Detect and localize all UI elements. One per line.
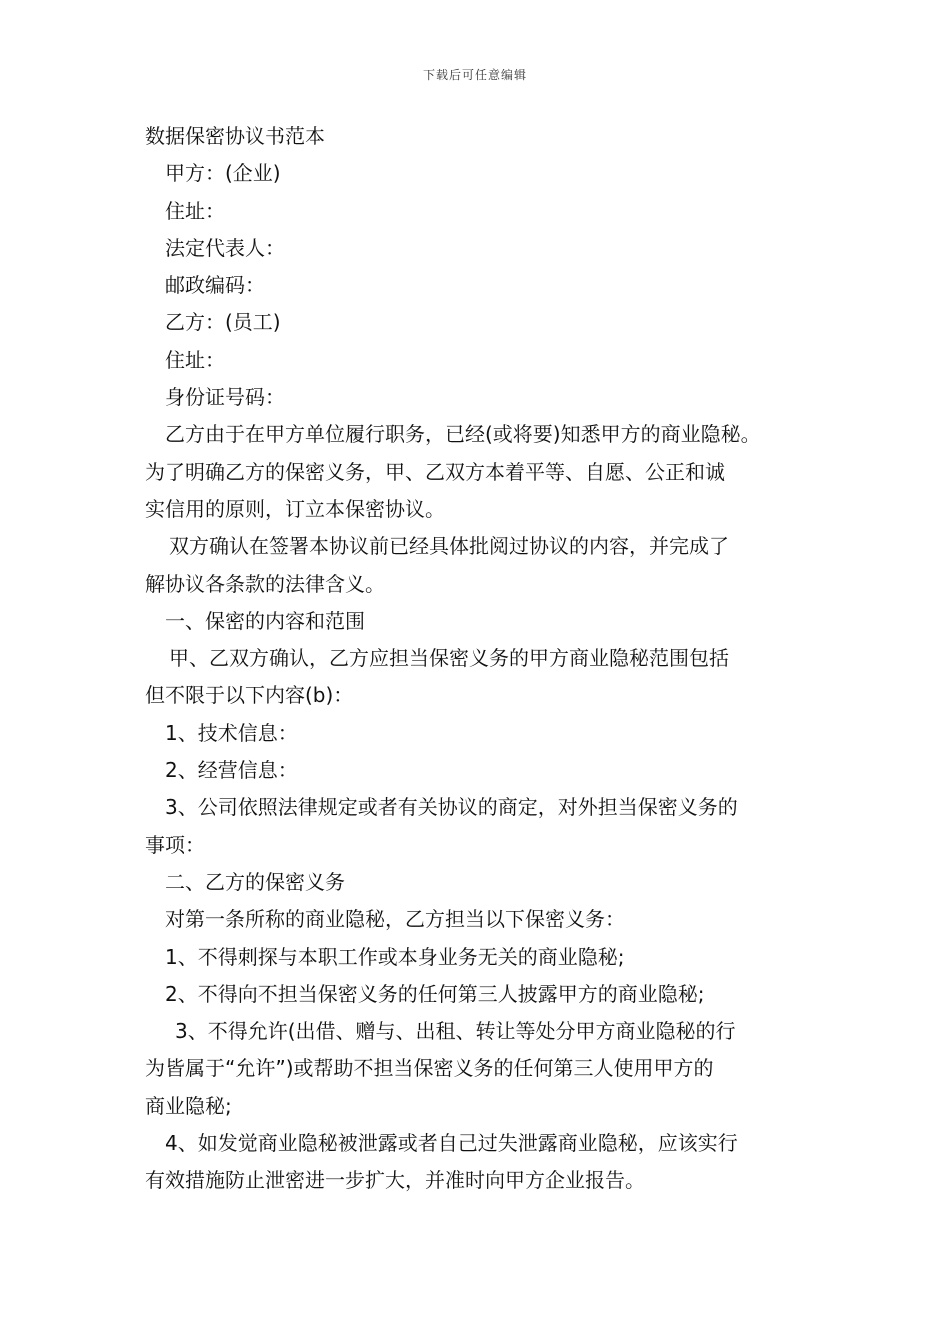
- paragraph-line: 但不限于以下内容(b)：: [145, 683, 354, 708]
- id-number-line: 身份证号码：: [165, 385, 285, 410]
- list-item: 2、经营信息：: [165, 758, 298, 783]
- list-item: 3、公司依照法律规定或者有关协议的商定，对外担当保密义务的: [165, 795, 738, 820]
- party-b-line: 乙方：(员工): [165, 310, 281, 335]
- paragraph-line: 实信用的原则，订立本保密协议。: [145, 496, 445, 521]
- header-note: 下载后可任意编辑: [422, 68, 527, 82]
- postal-code-line: 邮政编码：: [165, 273, 265, 298]
- paragraph-line: 为了明确乙方的保密义务，甲、乙双方本着平等、自愿、公正和诚: [145, 459, 725, 484]
- party-a-line: 甲方：(企业): [165, 161, 281, 186]
- document-title: 数据保密协议书范本: [145, 124, 325, 148]
- paragraph-line: 对第一条所称的商业隐秘，乙方担当以下保密义务：: [165, 907, 625, 932]
- paragraph-line: 为皆属于“允许”)或帮助不担当保密义务的任何第三人使用甲方的: [145, 1056, 714, 1081]
- section-heading-1: 一、保密的内容和范围: [165, 608, 365, 633]
- paragraph-line: 双方确认在签署本协议前已经具体批阅过协议的内容，并完成了: [169, 534, 729, 559]
- list-item: 3、不得允许(出借、赠与、出租、转让等处分甲方商业隐秘的行: [175, 1019, 736, 1044]
- party-a-address-line: 住址：: [165, 198, 225, 223]
- section-heading-2: 二、乙方的保密义务: [165, 869, 345, 894]
- paragraph-line: 商业隐秘;: [145, 1093, 232, 1118]
- list-item: 2、不得向不担当保密义务的任何第三人披露甲方的商业隐秘;: [165, 981, 705, 1006]
- legal-representative-line: 法定代表人：: [165, 235, 285, 260]
- list-item: 1、不得刺探与本职工作或本身业务无关的商业隐秘;: [165, 944, 625, 969]
- paragraph-line: 有效措施防止泄密进一步扩大，并准时向甲方企业报告。: [145, 1168, 645, 1193]
- paragraph-line: 甲、乙双方确认，乙方应担当保密义务的甲方商业隐秘范围包括: [169, 646, 729, 671]
- party-b-address-line: 住址：: [165, 347, 225, 372]
- paragraph-line: 解协议各条款的法律含义。: [145, 571, 385, 596]
- paragraph-line: 乙方由于在甲方单位履行职务，已经(或将要)知悉甲方的商业隐秘。: [165, 422, 761, 447]
- list-item: 4、如发觉商业隐秘被泄露或者自己过失泄露商业隐秘，应该实行: [165, 1131, 738, 1156]
- list-item: 1、技术信息：: [165, 720, 298, 745]
- paragraph-line: 事项：: [145, 832, 205, 857]
- document-body: [145, 118, 815, 1200]
